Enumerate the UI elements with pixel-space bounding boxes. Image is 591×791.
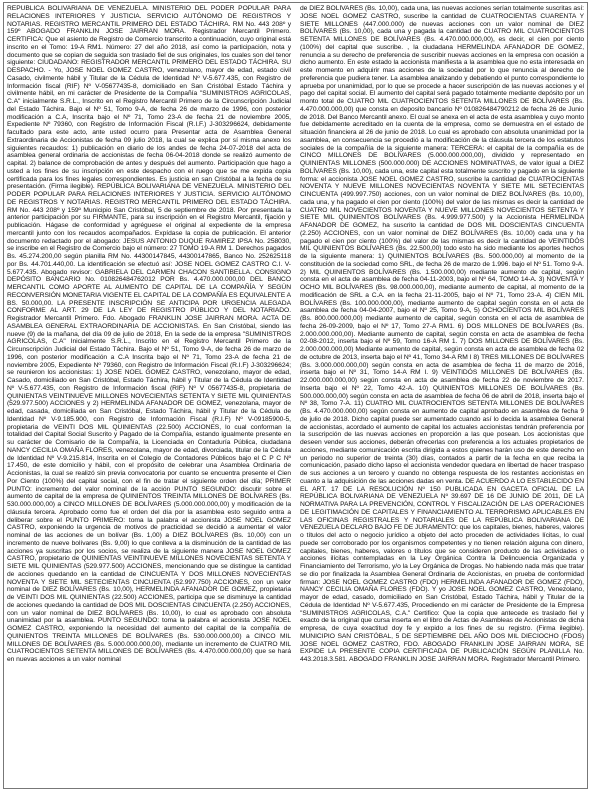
notice-column-left: REPÚBLICA BOLIVARIANA DE VENEZUELA. MINISTERIO DEL PODER POPULAR PARA RELACIONES INTERIORES Y JUSTICIA. SERVICIO AUTÓNOMO DE REGISTROS Y NOTARIAS. REGISTRO MERCANTIL PRIMERO DEL ESTADO TÁCHIRA. RM No. 443 208º y 159º ABOGADO FRANKLIN JOSE JAIRRAN MORA. Registrador Mercantil Primero. CERTIFICA: Que el asiento de Registro de Comercio transcrito a continuación, cuyo original está inscrito en el Tomo: 19-A RM1. Número: 27 del año 2018, así como la participación, nota y documento que se copian de seguida son traslado fiel de sus originales, los cuales son del tenor siguiente: CIUDADANO: REGISTRADOR MERCANTIL PRIMERO DEL ESTADO TÁCHIRA. SU DESPACHO. - Yo, JOSE NOEL GOMEZ CASTRO, venezolano, mayor de edad, estado civil Casado, civilmente hábil y Titular de la Cédula de Identidad Nº V-5.677.435, con Registro de Información fiscal (RIF) Nº V-05677435-8, domiciliado en San Cristóbal Estado Táchira y civilmente hábil, en mi carácter de Presidente de la Compañía "SUMINISTROS AGRICOLAS, C.A" inicialmente S.R.L., Inscrito en el Registro Mercantil Primero de la Circunscripción Judicial del Estado Táchira. Bajo el Nº 51, Tomo 9-A, de fecha 26 de marzo de 1996, con posterior modificación a C.A, Inscrita bajo el Nº 71, Tomo 23-A de fecha 21 de noviembre 2005, Expediente Nº 79360, con Registro de Información Fiscal (R.I.F.) J-303296624, debidamente facultado para este acto, ante usted ocurro para Presentar acta de Asamblea General Extraordinaria de Accionistas de fecha 09 julio 2018, la cual se explica por sí misma anexo los siguientes recaudos: 1) publicación en diario de los andes de fecha 24-07-2018 del acta de asamblea general ordinaria de accionistas de fecha 06-04-2018 donde se realizó aumento de capital. 2) balance de comprobación de antes y después del aumento. Participación que hago a usted a los fines de su inscripción en este despacho con el ruego que se me expida copia certificada para los fines legales correspondientes. Es justicia en san Cristóbal a la fecha de su presentación. (Firma ilegible). REPÚBLICA BOLIVARIANA DE VENEZUELA. MINISTERIO DEL PODER POPULAR PARA RELACIONES INTERIORES Y JUSTICIA. SERVICIO AUTÓNOMO DE REGISTROS Y NOTARIAS. REGISTRO MERCANTIL PRIMERO DEL ESTADO TÁCHIRA. RM No. 443 208º y 159º Municipio San Cristóbal, 5 de septiembre de 2018. Por presentada la anterior participación por su FIRMANTE, para su inscripción en el Registro Mercantil, fijación y publicación. Hágase de conformidad y agréguese el original al expediente de la empresa mercantil junto con los recaudos acompañados. Expídase la copia de publicación. El anterior documento redactado por el abogado: JESUS ANTONIO DUQUE RAMIREZ IPSA No. 258030, se inscribe en el Registro de Comercio bajo el número: 27 TOMO 19-A RM 1. Derechos pagados Bs. 45.274.200,00 según planilla RM No. 44300147845, 44300147865, Banco No. 252625118 por Bs. 44.701.440,00. La identificación se efectuó así: JOSE NOEL GOMEZ CASTRO C.I. V-5.677.435. Abogado revisor: GABRIELA DEL CARMEN CHACON SANTIBELLA. CONSIGNO DEPÓSITO BANCARIO No. 010826484762012 POR Bs. 4.470.000.000,00 DEL BANCO MERCANTIL COMO APORTE AL AUMENTO DE CAPITAL DE LA COMPAÑÍA Y SEGÚN RECONVERSIÓN MONETARIA VIGENTE EL CAPITAL DE LA COMPAÑÍA ES EQUIVALENTE A BS. 50.000,00. LA PRESENTE INSCRIPCIÓN SE ANTICIPA POR URGENCIA ALEGADA CONFORME AL ART. 29 DE LA LEY DE REGISTRO PÚBLICO Y DEL NOTARIADO. Registrador Mercantil Primero. Fdo. Abogado FRANKLIN JOSE JAIRRAN MORA. ACTA DE ASAMBLEA GENERAL EXTRAORDINARIA DE ACCIONISTAS. En San Cristóbal, siendo las nueve (9) de la mañana, del día 09 de julio de 2018, En la sede de la empresa "SUMINISTROS AGRICOLAS, C.A" Inicialmente S.R.L., Inscrito en el Registro Mercantil Primero de la Circunscripción Judicial del Estado Táchira. Bajo el Nº 51, Tomo 9-A, de fecha 26 de marzo de 1996, con posterior modificación a C.A Inscrita bajo el Nº 71, Tomo 23-A de fecha 21 de noviembre 2005, Expediente Nº 79360, con Registro de Información Fiscal (R.I.F) J-303296624; se reunieron los accionistas: 1) JOSE NOEL GOMEZ CASTRO, venezolano, mayor de edad, Casado, domiciliado en San Cristóbal, Estado Táchira, hábil y Titular de la Cédula de Identidad Nº V-5.677.435, con Registro de Información fiscal (RIF) Nº V 05677435-8, propietaria de QUINIENTAS VEINTINUEVE MILLONES NOVECIENTAS SETENTA Y SIETE MIL QUINIENTAS (529.977.500) ACCIONES y 2) HERMELINDA AFANADOR DE GOMEZ, venezolana, mayor de edad, casada, domiciliada en San Cristóbal, Estado Táchira, hábil y Titular de la Cédula de Identidad Nº V-9.185.900, con Registro de Información Fiscal (R.I.F) Nº V-09185900-5, propietaria de VEINTI DOS MIL QUINIENTAS (22.500) ACCIONES, lo cual conforman la totalidad del Capital Social Suscrito y Pagado de la Compañía, estando igualmente presente en su carácter de Comisario de la Compañía, la Licenciada en Contaduría Pública, ciudadana NANCY CECILIA OMAÑA FLORES, venezolana, mayor de edad, divorciada, titular de la Cédula de Identidad Nº V-9.215.814, Inscrita en el Colegio de Contadores Públicos bajo el C P C Nº 17.450, de este domicilio y hábil, con el propósito de celebrar una Asamblea Ordinaria de Accionistas, la cual se realizó sin previa convocatoria por cuanto se encuentra presente el Cien Por Ciento (100%) del capital social, con el fin de tratar el siguiente orden del día; PRIMER PUNTO: incremento del valor nominal de la acción PUNTO SEGUNDO: discutir sobre el aumento de capital de la empresa de QUINIENTOS TREINTA MILLONES DE BOLÍVARES (Bs. 530.000.000,00) a CINCO MILLONES DE BOLÍVARES (5.000.000.000,00) y modificación de la cláusula tercera. Aprobado como fue el orden del día por la asamblea esto seguido entra a deliberar sobre el PUNTO PRIMERO: toma la palabra el accionista JOSE NOEL GOMEZ CASTRO, exponiendo la urgencia de motivos de practicidad se decidió a aumentar el valor nominal de las acciones de un bolívar (Bs. 1,00) a DIEZ BOLÍVARES (Bs. 10,00) con un incremento de nueve bolívares (Bs. 9,00) lo que conlleva a la disminución de la cantidad de las acciones ya suscritas por los socios, se realiza de la siguiente manera JOSE NOEL GOMEZ CASTRO, propietario de QUINIENTAS VEINTINUEVE MILLONES NOVECIENTAS SETENTA Y SIETE MIL QUINIENTAS (529.977.500) ACCIONES, mencionando que se distingue la cantidad de acciones quedando en la cantidad de CINCUENTA Y DOS MILLONES NOVECIENTAS NOVENTA Y SIETE MIL SETECIENTAS CINCUENTA (52.997.750) ACCIONES, con un valor nominal de DIEZ BOLÍVARES (Bs. 10,00), HERMELINDA AFANADOR DE GOMEZ, propietaria de VEINTI DOS MIL QUINIENTAS (22.500) ACCIONES, participa que se disminuye la cantidad de acciones quedando la cantidad de DOS MIL DOSCIENTAS CINCUENTA (2.250) ACCIONES, con un valor nominal de DIEZ BOLÍVARES (Bs. 10,00), lo cual es aprobado con absoluta unanimidad por la asamblea. PUNTO SEGUNDO: toma la palabra el accionista JOSE NOEL GOMEZ CASTRO, exponiendo la necesidad del aumento del capital de la compañía de QUINIENTOS TREINTA MILLONES DE BOLÍVARES (Bs. 530.000.000,00) a CINCO MIL MILLONES DE BOLÍVARES (Bs. 5.000.000.000,00), mediante un incremento de CUATRO MIL CUATROCIENTOS SETENTA MILLONES DE BOLÍVARES (Bs. 4.470.000.000,00) que se hará en nuevas acciones a un valor nominal	[7, 5, 291, 663]
legal-notice-page	[3, 2, 588, 789]
notice-column-right: de DIEZ BOLÍVARES (Bs. 10,00), cada una, las nuevas acciones serían totalmente suscritas así: JOSE NOEL GOMEZ CASTRO, suscribe la cantidad de CUATROCIENTAS CUARENTA Y SIETE MILLONES (447.000.000) de nuevas acciones con un valor nominal de DIEZ BOLÍVARES (Bs. 10,00), cada una y pagada la cantidad de CUATRO MIL CUATROCIENTOS SETENTA MILLONES DE BOLÍVARES (Bs. 4.470.000.000,00), es decir, el cien por ciento (100%) del capital que suscribe. , la ciudadana HERMELINDA AFANADOR DE GOMEZ, renuncia a su derecho de preferencia de suscribir nuevas acciones en la empresa con ocasión a dicho aumento. En este estado la accionista manifiesta a la asamblea que no esta interesada en este momento en adquirir mas acciones de la sociedad por lo que renuncia al derecho de preferencia que pudiera tener. La asamblea analizando y debatiendo el punto correspondiente lo aprueba por unanimidad, por lo que se procede a hacer suscripción de las nuevas acciones y el pago del capital social. El aumento del capital será pagado totalmente mediante depósito por un monto total de CUATRO MIL CUATROCIENTOS SETENTA MILLONES DE BOLÍVARES (Bs. 4.470.000.000,00) que consta en deposito bancario Nº 010826484790212 de fecha 26 de Junio de 2018. Del Banco Mercantil anexo. El cual se anexa en el acta de esta asamblea y cuyo monto fue debidamente acreditado en la cuenta de la empresa, como se demuestra en el estado de situación financiera al 26 de junio de 2018. Lo cual es aprobado con absoluta unanimidad por la asamblea, en consecuencia se procedió a la modificación de la cláusula tercera de los estatutos sociales de la compañía de la siguiente manera: TERCERA: el capital de la compañía es de CINCO MILLONES DE BOLÍVARES (5.000.000.000,00), dividido y representado en QUINIENTAS MILLONES (500.000.000) DE ACCIONES NOMINATIVAS, de valor igual a DIEZ BOLÍVARES (Bs. 10,00), cada una, este capital esta totalmente suscrito y pagado en la siguiente forma: el accionista JOSE NOEL GOMEZ CASTRO, suscribe la cantidad de CUATROCIENTAS NOVENTA Y NUEVE MILLONES NOVECIENTAS NOVENTA Y SIETE MIL SETECIENTAS CINCUENTA (499.997.750) acciones, con un valor nominal de DIEZ BOLÍVARES (Bs. 10,00), cada una, y ha pagado el cien por ciento (100%) del valor de las mismas es decir la cantidad de CUATRO MIL NOVECIENTOS NOVENTA Y NUEVE MILLONES NOVECIENTOS SETENTA Y SIETE MIL QUINIENTOS BOLÍVARES (Bs. 4.999.977.500) y la Accionista HERMELINDA AFANADOR DE GOMEZ, ha suscrito la cantidad de DOS MIL DOSCIENTAS CINCUENTA (2.250) ACCIONES, con un valor nominal de DIEZ BOLÍVARES (Bs. 10,00) cada una y ha pagado el cien por ciento (100%) del valor de las mismas es decir la cantidad de VEINTIDÓS MIL QUINIENTOS BOLÍVARES (Bs. 22.500,00) todo esto ha sido mediante los aportes hechos de la siguiente manera: 1) QUINIENTOS BOLÍVARES (Bs. 500.000,00) al momento de la constitución de la sociedad como SRL, de fecha 26 de marzo de 1.996. bajo el Nº 51. Tomo 9-A. 2) MIL QUINIENTOS BOLÍVARES (Bs. 1.500.000,00) mediante aumento de capital, según consta en el acta de asamblea de fecha 04-11-2003, bajo el Nº 64, TOMO 14-A. 3) NOVENTA Y OCHO MIL BOLÍVARES (Bs. 98.000.000,00), mediante aumento de capital, al momento de la modificación de SRL a C.A. en la fecha 21-11-2005, bajo el Nº 71, Tomo 23-A. 4) CIEN MIL BOLÍVARES (Bs. 100.000.000,00), mediante aumento de capital según consta en el acta de asamblea de fecha 04-04-2007, bajo el Nº 25, Tomo 9-A, 5) OCHOCIENTOS MIL BOLÍVARES (Bs. 800.000.000,00) mediante aumento de capital, según consta en el acta de asamblea de fecha 26-09-2009, bajo el Nº 17, Tomo 27-A RM1. 6) DOS MILLONES DE BOLÍVARES (Bs. 2.000.000.000,00). Mediante aumento de capital, según consta en acta de asamblea de fecha 02-08-2012, inserta bajo el Nº 59, Tomo 16-A RM 1. 7) DOS MILLONES DE BOLÍVARES (Bs. 2.000.000.000,00) Mediante aumento de capital, según consta en acta de asamblea de fecha 02 de octubre de 2013, inserta bajo el Nº 41, Tomo 34-A RM I 8) TRES MILLONES DE BOLÍVARES (Bs. 3.000.000.000,00) según consta en acta de asamblea de fecha 11 de marzo de 2016, inserta bajo el Nº 31, Tomo 14-A RM I. 9) VEINTIDÓS MILLONES DE BOLÍVARES (Bs. 22.000.000.000,00) según consta en acta de asamblea de fecha 22 de noviembre de 2017. Inserta bajo el Nº 22, Tomo 42-A. 10) QUINIENTOS MILLONES DE BOLÍVARES (Bs. 500.000.000,00) según consta en acta de asamblea de fecha 06 de abril de 2018, inserta bajo el Nº 38, Tomo 7-A. 11) CUATRO MIL CUATROCIENTOS SETENTA MILLONES DE BOLÍVARES (Bs. 4.470.000.000,00) según consta en aumento de capital aprobado en asamblea de fecha 9 de julio de 2018. Dicho capital puede ser aumentado cuando así lo decida la asamblea General de accionistas, acordado el aumento de capital los actuales accionistas tendrán preferencia por la suscripción de las nuevas acciones en proporción a las que posean. Los accionistas que deseen vender sus acciones, deberán ofrecerlas con preferencia a los actuales propietarios de acciones, mediante comunicación escrita dirigida a estos quienes harán uso de este derecho en un periodo no superior de treinta (30) días, contados a partir de la fecha en que reciba la comunicación, pasado dicho lapso el accionista vendedor quedara en libertad de hacer traspaso de sus acciones a un tercero y cuando no obtenga respuesta de los restantes accionistas en cuanto a la adquisición de las acciones dadas en venta. DE ACUERDO A LO ESTABLECIDO EN EL ART. 17 DE LA RESOLUCIÓN Nº 150 PUBLICADA EN GACETA OFICIAL DE LA REPÚBLICA BOLIVARIANA DE VENEZUELA Nº 39.697 DE 16 DE JUNIO DE 2011, DE LA NORMATIVA PARA LA PREVENCIÓN, CONTROL Y FISCALIZACIÓN DE LAS OPERACIONES DE LEGITIMACIÓN DE CAPITALES Y FINANCIAMIENTO AL TERRORISMO APLICABLES EN LAS OFICINAS REGISTRALES Y NOTARIALES DE LA REPÚBLICA BOLIVARIANA DE VENEZUELA DECLARO BAJO FE DE JURAMENTO: que los capitales, bienes, haberes, valores o títulos del acto o negocio jurídico a objeto del acto proceden de actividades lícitas, lo cual puede ser corroborado por los organismos competentes y no tienen relación alguna con dinero, capitales, bienes, haberes, valores o títulos que se consideren producto de las actividades o acciones ilícitas contempladas en la Ley Orgánica Contra la Delincuencia Organizada y Financiamiento del Terrorismo, y/o la Ley Orgánica de Drogas. No habiendo nada más que tratar se dio por finalizada la Asamblea General Ordinaria de Accionistas, en prueba de conformidad firman: JOSE NOEL GOMEZ CASTRO (FDO) HERMELINDA AFANADOR DE GOMEZ (FDO), NANCY CECILIA OMAÑA FLORES (FDO). Y yo JOSE NOEL GOMEZ CASTRO, Venezolano, mayor de edad, casado, domiciliado en San Cristóbal, Estado Táchira, hábil y Titular de la Cédula de Identidad Nº V-5.677.435, Procediendo en mi carácter de Presidente de la Empresa "SUMINISTROS AGRICOLAS, C.A." Certifico: Que la copia que antecede es traslado fiel y exacto de la original que cursa inserta en el libro de Actas de Asambleas de Accionistas de dicha empresa, de cuya exactitud doy fe y expido a los fines de su registro. (Firma ilegible). MUNICIPIO SAN CRISTÓBAL, 5 DE SEPTIEMBRE DEL AÑO DOS MIL DIECIOCHO (FDOS) JOSE NOEL GOMEZ CASTRO, FDO. ABOGADO FRANKLIN JOSE JAIRRAN MORA, SE EXPIDE LA PRESENTE COPIA CERTIFICADA DE PUBLICACIÓN SEGÚN PLANILLA No. 443.2018.3.581. ABOGADO FRANKLIN JOSE JAIRRAN MORA. Registrador Mercantil Primero.	[300, 5, 584, 663]
